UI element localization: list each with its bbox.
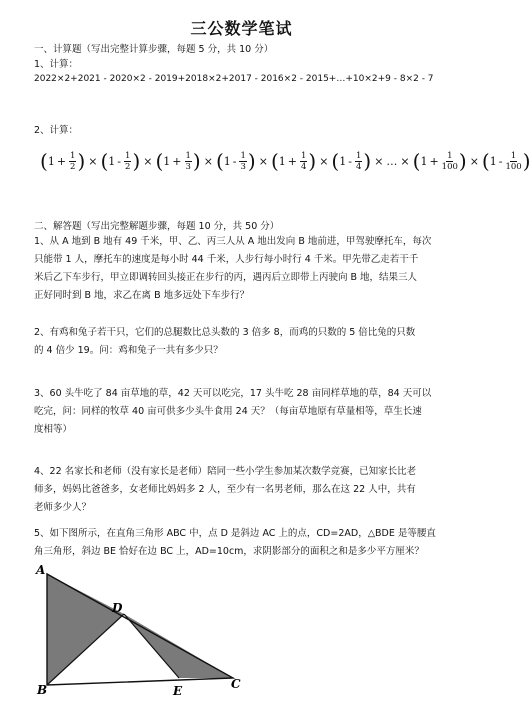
formula-factor: [271, 151, 316, 172]
formula-factor: [155, 151, 200, 172]
right-paren: ): [132, 149, 141, 173]
problem-2-line: 的 4 倍少 19。问：鸡和兔子一共有多少只？: [34, 345, 223, 356]
formula-ellipsis: …: [386, 154, 398, 168]
left-paren: (: [155, 149, 164, 173]
label-a: A: [36, 563, 46, 577]
formula-one: 1: [420, 154, 428, 168]
triangle-figure: [30, 560, 260, 700]
formula-factor: [40, 151, 85, 172]
formula-one: 1: [108, 154, 116, 168]
problem-5: [34, 525, 454, 561]
times-sign: ×: [258, 154, 268, 168]
formula-one: 1: [47, 154, 55, 168]
formula-one: 1: [163, 154, 171, 168]
times-sign: ×: [88, 154, 98, 168]
q1-label: 1、计算：: [34, 59, 79, 70]
problem-4-line: 老师多少人？: [34, 502, 92, 513]
fraction-denominator: 100: [505, 161, 522, 172]
formula-factor: [100, 151, 140, 172]
fraction-numerator: 1: [300, 150, 307, 161]
fraction-numerator: 1: [185, 150, 191, 161]
problem-4-line: 4、22 名家长和老师（没有家长是老师）陪同一些小学生参加某次数学竞赛，已知家长比老: [34, 466, 417, 477]
fraction-denominator: 3: [185, 161, 191, 172]
problem-1-line: 米后乙下车步行，甲立即调转回头接正在步行的丙，遇丙后立即带上丙驶向 B 地，结果三人: [34, 272, 418, 283]
problem-1-line: 正好同时到 B 地，求乙在离 B 地多远处下车步行？: [34, 290, 250, 301]
formula-fraction: [505, 151, 521, 172]
fraction-numerator: 1: [125, 150, 131, 161]
formula-factor: [413, 151, 467, 172]
fraction-denominator: 100: [441, 161, 458, 172]
left-paren: (: [215, 149, 224, 173]
formula-operator: -: [117, 154, 122, 168]
left-paren: (: [270, 149, 279, 173]
problem-1: [34, 233, 454, 305]
formula-operator: +: [172, 154, 182, 168]
label-b: B: [37, 683, 48, 697]
left-paren: (: [331, 149, 340, 173]
formula-fraction: [124, 151, 131, 172]
formula-factor: [216, 151, 256, 172]
formula-operator: -: [348, 154, 352, 168]
times-sign: ×: [374, 154, 384, 168]
problem-5-line: 角三角形，斜边 BE 恰好在边 BC 上，AD=10cm，求阴影部分的面积之和是多少平方厘米？: [34, 546, 424, 557]
times-sign: ×: [319, 154, 329, 168]
right-paren: ): [522, 149, 531, 173]
fraction-denominator: 3: [240, 161, 246, 172]
formula-one: 1: [278, 154, 286, 168]
problem-3-line: 度相等）: [34, 424, 73, 435]
formula-operator: +: [287, 154, 297, 168]
left-paren: (: [412, 149, 421, 173]
formula-fraction: [300, 151, 307, 172]
formula-operator: +: [429, 154, 439, 168]
section1-heading: 一、计算题（写出完整计算步骤，每题 5 分，共 10 分）: [34, 44, 274, 55]
formula-one: 1: [223, 154, 231, 168]
fraction-denominator: 2: [125, 161, 131, 172]
formula-fraction: [185, 151, 192, 172]
section2-heading: 二、解答题（写出完整解题步骤，每题 10 分，共 50 分）: [34, 221, 280, 232]
left-paren: (: [40, 149, 48, 173]
problem-4: [34, 463, 454, 517]
problem-5-line: 5、如下图所示，在直角三角形 ABC 中，点 D 是斜边 AC 上的点，CD=2AD，△BDE 是等腰直: [34, 528, 436, 539]
q2-label: 2、计算：: [34, 125, 79, 136]
fraction-denominator: 4: [355, 161, 362, 172]
formula-fraction: [239, 151, 246, 172]
right-paren: ): [458, 149, 467, 173]
formula-factor: [331, 151, 371, 172]
problem-3-line: 吃完，问：同样的牧草 40 亩可供多少头牛食用 24 天？（每亩草地原有草量相等，草生长速: [34, 406, 422, 417]
label-d: D: [112, 601, 123, 615]
q1-expression: 2022×2+2021 - 2020×2 - 2019+2018×2+2017 - 2016×2 - 2015+…+10×2+9 - 8×2 - 7: [34, 74, 434, 84]
formula-operator: -: [232, 154, 237, 168]
times-sign: ×: [203, 154, 213, 168]
problem-4-line: 师多，妈妈比爸爸多，女老师比妈妈多 2 人，至少有一名男老师，那么在这 22 人中，共有: [34, 484, 416, 495]
formula-one: 1: [489, 154, 497, 168]
times-sign: ×: [469, 154, 479, 168]
problem-1-line: 只能带 1 人，摩托车的速度是每小时 44 千米，人步行每小时行 4 千米。甲先带乙走若干千: [34, 254, 419, 265]
fraction-numerator: 1: [70, 150, 76, 161]
formula-factor: [482, 151, 531, 172]
label-c: C: [231, 677, 241, 691]
formula-fraction: [442, 151, 458, 172]
label-e: E: [173, 684, 183, 698]
right-paren: ): [308, 149, 317, 173]
left-paren: (: [481, 149, 490, 173]
problem-3-line: 3、60 头牛吃了 84 亩草地的草，42 天可以吃完，17 头牛吃 28 亩同样草地的草，84 天可以: [34, 388, 432, 399]
times-sign: ×: [143, 154, 153, 168]
right-paren: ): [247, 149, 256, 173]
shaded-triangle-abd: [47, 574, 124, 685]
formula-fraction: [69, 151, 76, 172]
formula-operator: -: [498, 154, 503, 168]
page-title: 三公数学笔试: [190, 19, 293, 38]
fraction-numerator: 1: [240, 150, 246, 161]
formula-fraction: [355, 151, 362, 172]
formula-one: 1: [339, 154, 347, 168]
right-paren: ): [363, 149, 372, 173]
fraction-numerator: 1: [355, 150, 362, 161]
problem-2: [34, 324, 454, 360]
fraction-numerator: 1: [447, 150, 453, 161]
times-sign: ×: [400, 154, 410, 168]
q2-formula: [40, 144, 531, 178]
fraction-denominator: 2: [70, 161, 76, 172]
fraction-denominator: 4: [300, 161, 307, 172]
right-paren: ): [77, 149, 86, 173]
problem-1-line: 1、从 A 地到 B 地有 49 千米，甲、乙、丙三人从 A 地出发向 B 地前进，甲驾驶摩托车，每次: [34, 236, 432, 247]
formula-operator: +: [56, 154, 67, 168]
problem-2-line: 2、有鸡和兔子若干只，它们的总腿数比总头数的 3 倍多 8，而鸡的只数的 5 倍比兔的只数: [34, 327, 416, 338]
problem-3: [34, 385, 454, 439]
fraction-numerator: 1: [510, 150, 517, 161]
right-paren: ): [192, 149, 201, 173]
left-paren: (: [100, 149, 109, 173]
